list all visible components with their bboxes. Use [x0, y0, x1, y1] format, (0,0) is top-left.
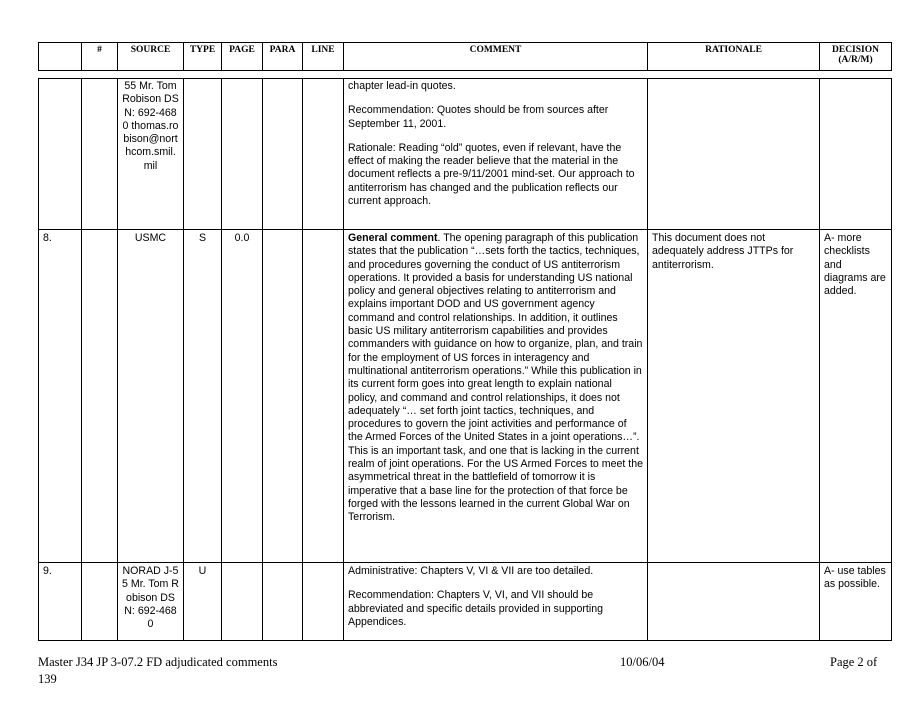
comment-text: . The opening paragraph of this publication states that the publication “…sets forth the tactics, techniques, and procedures governing the conduct of US antiterrorism operations. It provided a basis for understanding US national policy and general objectives relating to antiterrorism and explains important DOD and US government agency command and control relationships. In addition, it outlines basic US military antiterrorism capabilities and provides commanders with guidance on how to organize, plan, and train for the employment of US forces in interagency and multinational antiterrorism operations.” While this publication in its current form goes into great length to explain national policy, and command and control relationships, it does not adequately “… set forth joint tactics, techniques, and procedures to govern the joint activities and performance of the Armed Forces of the United States in a joint operations…”. This is an important task, and one that is lacking in the current realm of joint operations. For the US Armed Forces to meet the asymmetrical threat in the battlefield of tomorrow it is imperative that a base line for the protection of that force be forged with the lessons learned in the current Global War on Terrorism.: [348, 232, 643, 524]
comment-paragraph: chapter lead-in quotes.: [348, 80, 456, 92]
row-num: [39, 79, 82, 230]
footer-page: Page 2 of: [830, 655, 878, 669]
comments-table: [38, 78, 892, 641]
row-source: 55 Mr. Tom Robison DSN: 692-4680 thomas.robison@northcom.smil.mil: [118, 79, 184, 230]
row-comment: [344, 563, 648, 641]
row-blank: [82, 79, 118, 230]
comment-paragraph: Recommendation: Chapters V, VI, and VII should be abbreviated and specific details provided in supporting Appendices.: [348, 589, 604, 628]
row-num: 8.: [39, 230, 82, 563]
row-para: [263, 230, 303, 563]
row-line: [303, 563, 344, 641]
row-decision: A- use tables as possible.: [820, 563, 892, 641]
table-row: [39, 230, 892, 563]
header-decision-sub: (A/R/M): [838, 55, 873, 65]
footer-total-pages: 139: [38, 672, 57, 686]
header-para: PARA: [263, 43, 303, 71]
comment-bold-lead: General comment: [348, 232, 438, 244]
row-decision: [820, 79, 892, 230]
row-blank: [82, 563, 118, 641]
comment-paragraph: Rationale: Reading “old” quotes, even if relevant, have the effect of making the reader believe that the material in the document reflects a pre-9/11/2001 mind-set. Our approach to antiterrorism has changed and the publication reflects our current approach.: [348, 141, 635, 208]
row-line: [303, 230, 344, 563]
header-comment: COMMENT: [344, 43, 648, 71]
table-row: [39, 563, 892, 641]
header-line: LINE: [303, 43, 344, 71]
row-type: [184, 79, 222, 230]
header-type: TYPE: [184, 43, 222, 71]
header-decision-label: DECISION: [832, 45, 879, 55]
row-blank: [82, 230, 118, 563]
header-num: #: [82, 43, 118, 71]
row-num: 9.: [39, 563, 82, 641]
row-para: [263, 563, 303, 641]
row-type: S: [184, 230, 222, 563]
row-rationale: This document does not adequately address JTTPs for antiterrorism.: [648, 230, 820, 563]
row-comment: [344, 79, 648, 230]
row-comment: [344, 230, 648, 563]
row-rationale: [648, 563, 820, 641]
header-blank: [39, 43, 82, 71]
header-table: [38, 42, 892, 71]
comment-paragraph: Recommendation: Quotes should be from sources after September 11, 2001.: [348, 104, 609, 130]
table-row: [39, 79, 892, 230]
footer-date: 10/06/04: [620, 655, 665, 669]
row-para: [263, 79, 303, 230]
comment-paragraph: Administrative: Chapters V, VI & VII are too detailed.: [348, 565, 594, 577]
row-page: [222, 563, 263, 641]
row-page: 0.0: [222, 230, 263, 563]
row-source: NORAD J-55 Mr. Tom Robison DSN: 692-4680: [118, 563, 184, 641]
row-page: [222, 79, 263, 230]
row-rationale: [648, 79, 820, 230]
header-rationale: RATIONALE: [648, 43, 820, 71]
row-decision: A- more checklists and diagrams are added.: [820, 230, 892, 563]
row-source: USMC: [118, 230, 184, 563]
footer-document-title: Master J34 JP 3-07.2 FD adjudicated comments: [38, 655, 278, 669]
header-source: SOURCE: [118, 43, 184, 71]
row-line: [303, 79, 344, 230]
header-page: PAGE: [222, 43, 263, 71]
header-decision: [820, 43, 892, 71]
row-type: U: [184, 563, 222, 641]
